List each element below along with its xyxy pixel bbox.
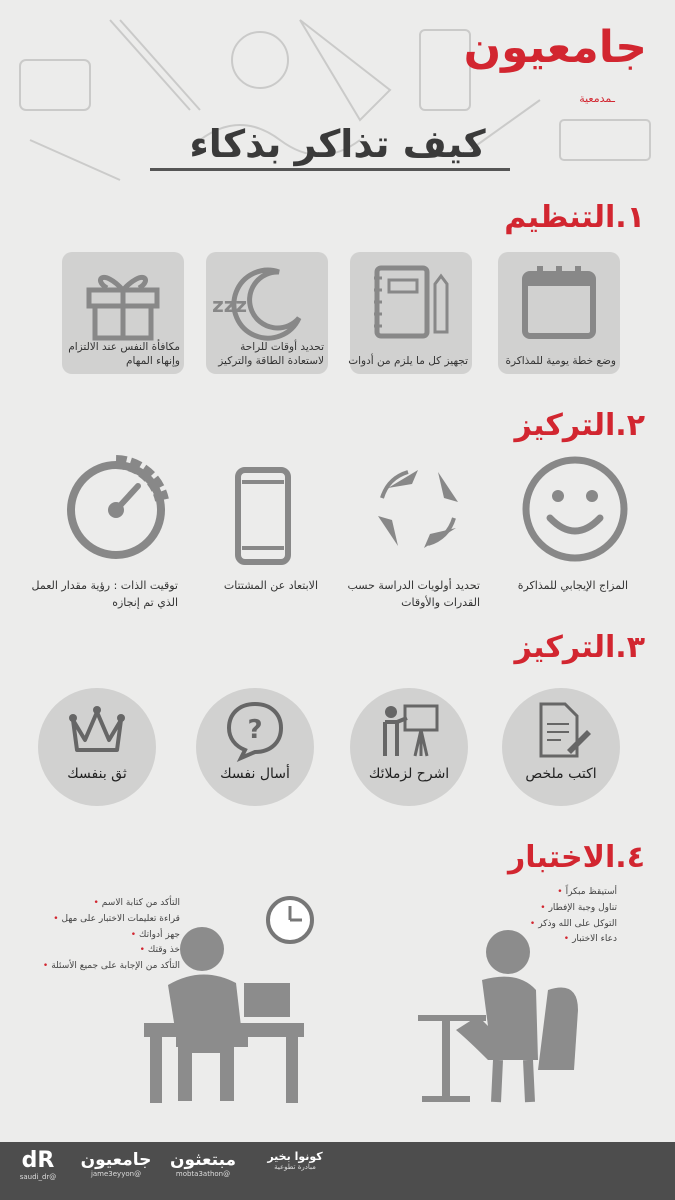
footer-logo-saudi-dr	[8, 1148, 68, 1181]
list-item: التأكد من الإجابة على جميع الأسئلة •	[30, 959, 180, 975]
brand-tagline: ـمدمعية	[579, 92, 615, 105]
circle-write-summary	[502, 688, 620, 806]
calendar-icon	[519, 262, 599, 342]
notebook-pencil-icon	[371, 262, 451, 342]
tile-label: تجهيز كل ما يلزم من أدوات	[348, 354, 468, 367]
caption-positive-mood: المزاج الإيجابي للمذاكرة	[517, 579, 628, 592]
tile-label: تحديد أوقات للراحة لاستعادة الطاقة والتركيز	[218, 340, 324, 367]
footer-logo-handle: @jame3eyyon	[90, 1170, 142, 1178]
student-at-desk-illustration	[140, 925, 310, 1105]
circle-ask-yourself	[196, 688, 314, 806]
smiley-icon	[520, 454, 630, 564]
list-item: قراءة تعليمات الاختبار على مهل •	[30, 912, 180, 928]
section-4-title: ٤.الاختبار	[508, 840, 645, 875]
list-item: تناول وجبة الإفطار •	[467, 901, 617, 917]
circle-label: اكتب ملخص	[525, 766, 597, 782]
footer-logo-handle: مبادرة تطوعية	[274, 1163, 316, 1171]
gift-icon	[83, 262, 163, 342]
footer-logo-konoo	[250, 1150, 340, 1171]
list-item: دعاء الاختبار •	[467, 932, 617, 948]
tile-label: مكافأة النفس عند الالتزام وإنهاء المهام	[68, 340, 180, 367]
svg-text:?: ?	[247, 715, 263, 745]
cycle-arrows-icon	[368, 458, 468, 558]
crown-icon	[67, 700, 127, 760]
footer-logo-name: كونوا بخير	[267, 1150, 323, 1163]
section-3-title: ٣.التركيز	[514, 630, 645, 665]
section-1-title: ١.التنظيم	[504, 200, 645, 235]
list-item: التوكل على الله وذكر •	[467, 917, 617, 933]
tile-label: وضع خطة يومية للمذاكرة	[505, 354, 616, 367]
section-2-title: ٢.التركيز	[514, 408, 645, 443]
footer-logo-mobta3athon	[168, 1150, 238, 1178]
tile-daily-plan	[498, 252, 620, 374]
list-item: التأكد من كتابة الاسم •	[30, 896, 180, 912]
circle-label: ثق بنفسك	[67, 766, 127, 782]
tile-reward	[62, 252, 184, 374]
caption-distractions: الابتعاد عن المشتتات	[223, 579, 318, 592]
circle-label: أسال نفسك	[220, 766, 290, 782]
question-bubble-icon	[225, 700, 285, 760]
svg-text:zzz: zzz	[212, 293, 247, 317]
timer-icon	[62, 456, 170, 564]
brand-logo: جامعيون	[463, 22, 647, 73]
footer-logo-handle: @mobta3athon	[175, 1170, 231, 1178]
write-document-icon	[531, 700, 591, 760]
tile-rest	[206, 252, 328, 374]
list-item: أستيقظ مبكراً •	[467, 885, 617, 901]
footer-logo-name: جامعيون	[80, 1150, 152, 1170]
footer-logo-name: مبتعثون	[169, 1150, 237, 1170]
list-item: جهز أدواتك •	[30, 928, 180, 944]
circle-explain	[350, 688, 468, 806]
sleep-moon-icon	[212, 262, 307, 342]
caption-priorities: تحديد أولويات الدراسة حسب القدرات والأوقات	[347, 579, 480, 609]
list-item: خذ وقتك •	[30, 943, 180, 959]
circle-self-confidence	[38, 688, 156, 806]
footer-logo-name: dR	[21, 1148, 55, 1173]
caption-self-timing: توقيت الذات : رؤية مقدار العمل الذي تم إنجازه	[31, 579, 178, 609]
footer-logo-jame3eyyon	[76, 1150, 156, 1178]
title-underline	[150, 168, 510, 171]
footer-logo-handle: @saudi_dr	[19, 1173, 57, 1181]
footer	[0, 1142, 675, 1200]
phone-icon	[234, 466, 292, 566]
teacher-board-icon	[379, 700, 439, 760]
student-at-table-illustration	[378, 930, 588, 1105]
tile-tools	[350, 252, 472, 374]
page-title: كيف تذاكر بذكاء	[189, 122, 486, 166]
circle-label: اشرح لزملائك	[368, 766, 450, 782]
